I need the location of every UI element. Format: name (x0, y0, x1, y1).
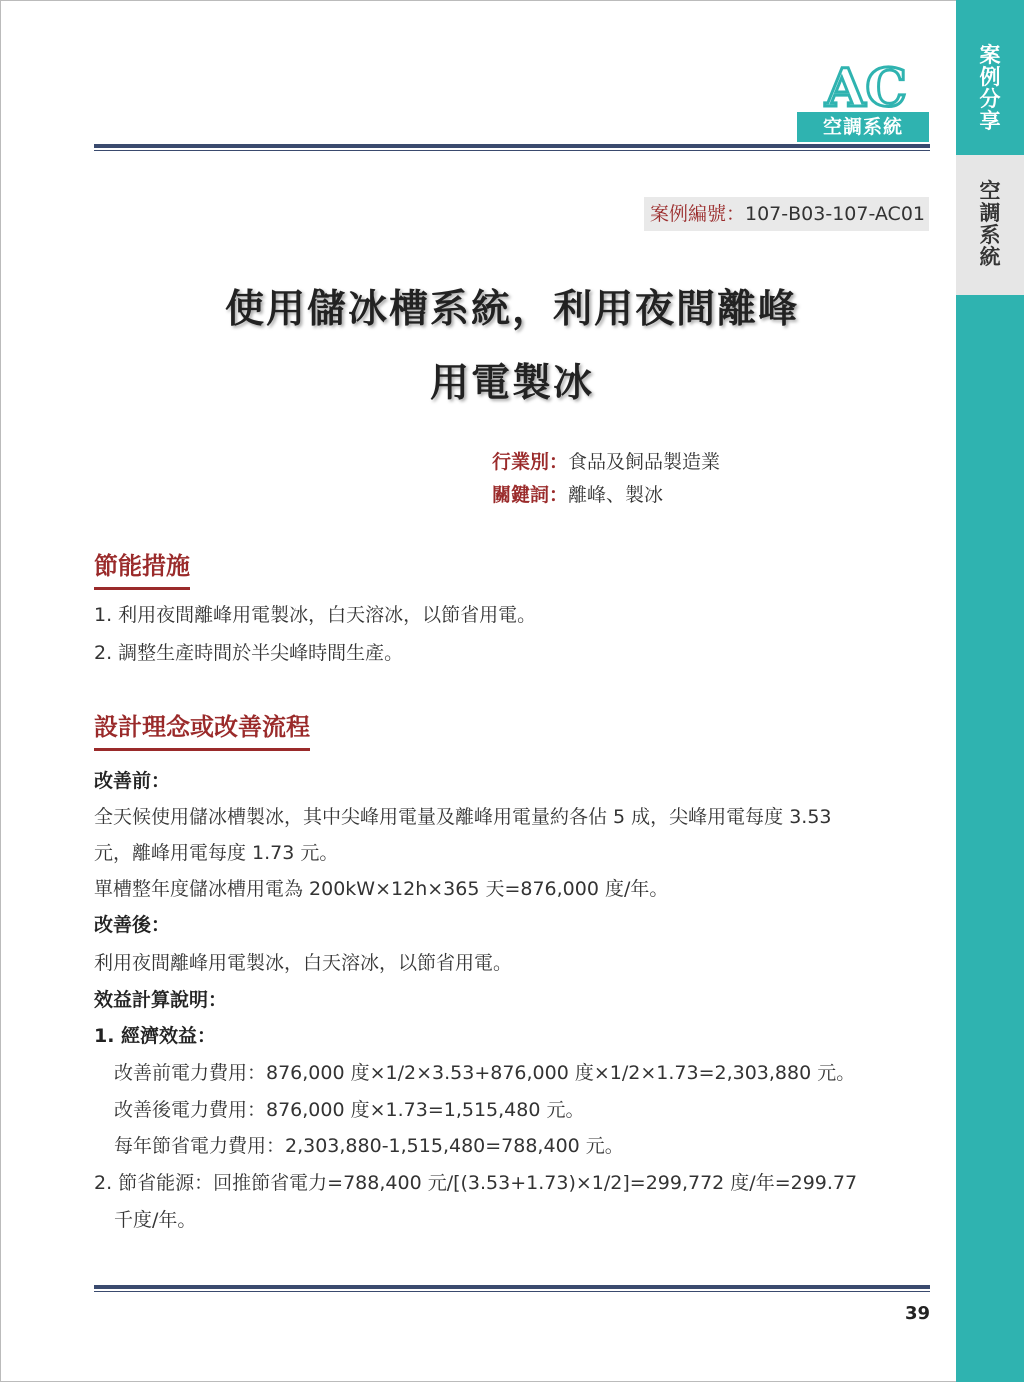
keywords-row (492, 480, 663, 507)
header-rule (94, 144, 930, 151)
industry-label: 行業別： (492, 451, 569, 473)
econ-line: 改善後電力費用：876,000 度×1.73=1,515,480 元。 (114, 1099, 585, 1121)
energy-line: 2. 節省能源：回推節省電力=788,400 元/[(3.53+1.73)×1/2]=299,772 度/年=299.77 (94, 1172, 858, 1194)
industry-row (492, 447, 720, 474)
keywords-label: 關鍵詞： (492, 484, 569, 506)
econ-label: 1. 經濟效益： (94, 1025, 217, 1047)
ac-logo-subtitle: 空調系統 (797, 112, 929, 142)
benefit-label: 效益計算說明： (94, 989, 228, 1011)
case-number-label: 案例編號： (649, 203, 745, 225)
econ-line: 改善前電力費用：876,000 度×1/2×3.53+876,000 度×1/2×1.73=2,303,880 元。 (114, 1062, 856, 1084)
section-heading-measures: 節能措施 (94, 546, 190, 590)
before-label: 改善前： (94, 770, 171, 792)
measure-item: 2. 調整生產時間於半尖峰時間生產。 (94, 642, 404, 664)
page-title-line2: 用電製冰 (429, 361, 594, 406)
page-title-line1: 使用儲冰槽系統，利用夜間離峰 (224, 287, 799, 332)
energy-line: 千度/年。 (114, 1209, 197, 1231)
before-line: 元，離峰用電每度 1.73 元。 (94, 842, 339, 864)
side-label-case-share: 案 例 分 享 (979, 43, 1001, 133)
footer-rule (94, 1285, 930, 1292)
section-heading-design: 設計理念或改善流程 (94, 707, 310, 751)
measure-item: 1. 利用夜間離峰用電製冰，白天溶冰，以節省用電。 (94, 604, 537, 626)
page-number: 39 (904, 1303, 930, 1324)
ac-logo-letters: AC (825, 62, 907, 112)
after-line: 利用夜間離峰用電製冰，白天溶冰，以節省用電。 (94, 952, 513, 974)
keywords-value: 離峰、製冰 (568, 484, 664, 506)
side-label-ac-system: 空 調 系 統 (979, 179, 1001, 269)
before-line: 全天候使用儲冰槽製冰，其中尖峰用電量及離峰用電量約各佔 5 成，尖峰用電每度 3.53 (94, 806, 832, 828)
case-number-value: 107-B03-107-AC01 (745, 203, 925, 225)
econ-line: 每年節省電力費用：2,303,880-1,515,480=788,400 元。 (114, 1135, 624, 1157)
side-tab (956, 0, 1024, 1382)
before-line: 單槽整年度儲冰槽用電為 200kW×12h×365 天=876,000 度/年。 (94, 878, 669, 900)
after-label: 改善後： (94, 914, 171, 936)
industry-value: 食品及飼品製造業 (568, 451, 721, 473)
case-number (644, 197, 929, 231)
ac-logo (805, 62, 927, 112)
